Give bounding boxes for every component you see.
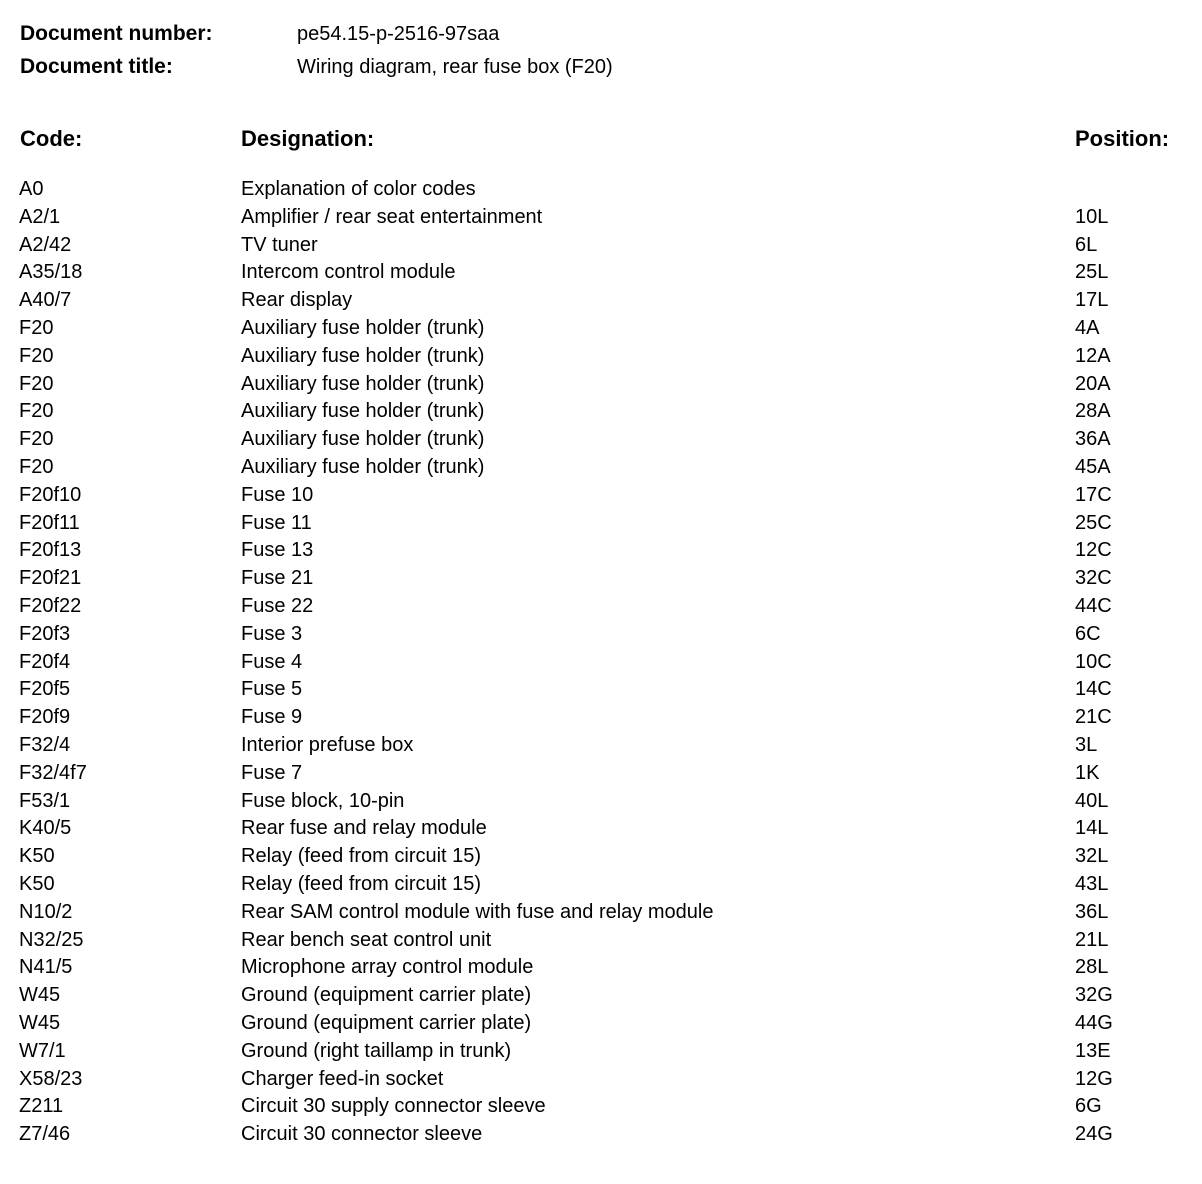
component-designation: Ground (equipment carrier plate) — [241, 1011, 532, 1034]
component-position: 12A — [1075, 344, 1111, 367]
table-row — [0, 371, 1202, 399]
component-code: F20f21 — [19, 567, 82, 590]
component-designation: Rear fuse and relay module — [241, 817, 487, 840]
component-designation: Fuse 21 — [241, 567, 314, 590]
component-position: 21L — [1075, 928, 1109, 951]
component-code: A40/7 — [19, 289, 72, 312]
component-code: A35/18 — [19, 261, 83, 284]
component-position: 32L — [1075, 845, 1109, 868]
component-position: 6C — [1075, 622, 1101, 645]
component-position: 6G — [1075, 1095, 1102, 1118]
component-code: K40/5 — [19, 817, 72, 840]
table-row — [0, 704, 1202, 732]
component-code: F20 — [19, 372, 54, 395]
component-code: F20f13 — [19, 539, 82, 562]
table-row — [0, 815, 1202, 843]
component-code: F20f9 — [19, 706, 71, 729]
component-code: A2/42 — [19, 233, 72, 256]
component-code: F32/4 — [19, 733, 71, 756]
component-code: F20 — [19, 455, 54, 478]
table-row — [0, 1093, 1202, 1121]
component-designation: Rear bench seat control unit — [241, 928, 492, 951]
document-number-value: pe54.15-p-2516-97saa — [297, 23, 500, 45]
component-designation: Fuse 9 — [241, 706, 303, 729]
position-column-header: Position: — [1075, 126, 1170, 151]
table-row — [0, 954, 1202, 982]
component-code: A0 — [19, 178, 44, 200]
table-row — [0, 843, 1202, 871]
table-row — [0, 1010, 1202, 1038]
component-code: F20f10 — [19, 483, 82, 506]
component-code: F20f22 — [19, 594, 82, 617]
component-code: K50 — [19, 872, 55, 895]
component-position: 28L — [1075, 956, 1109, 979]
component-designation: Auxiliary fuse holder (trunk) — [241, 372, 485, 395]
component-designation: Interior prefuse box — [241, 733, 414, 756]
component-position: 17C — [1075, 483, 1112, 506]
component-position: 21C — [1075, 706, 1112, 729]
component-designation: Fuse 7 — [241, 761, 303, 784]
component-position: 43L — [1075, 872, 1109, 895]
component-position: 12C — [1075, 539, 1112, 562]
table-row — [0, 1066, 1202, 1094]
component-position: 40L — [1075, 789, 1109, 812]
table-row — [0, 537, 1202, 565]
component-designation: Auxiliary fuse holder (trunk) — [241, 428, 485, 451]
component-code: W45 — [19, 1011, 61, 1034]
table-row — [0, 204, 1202, 232]
component-code: F20f11 — [19, 511, 80, 534]
component-designation: Charger feed-in socket — [241, 1067, 444, 1090]
component-designation: Explanation of color codes — [241, 178, 476, 200]
component-code: K50 — [19, 845, 55, 868]
table-row — [0, 259, 1202, 287]
component-position: 14L — [1075, 817, 1109, 840]
component-position: 28A — [1075, 400, 1111, 423]
component-code: X58/23 — [19, 1067, 83, 1090]
component-position: 6L — [1075, 233, 1098, 256]
component-code: N10/2 — [19, 900, 73, 923]
component-position: 10C — [1075, 650, 1112, 673]
table-row — [0, 232, 1202, 260]
component-designation: Fuse 5 — [241, 678, 303, 701]
component-code: Z211 — [19, 1095, 64, 1118]
component-code: Z7/46 — [19, 1123, 71, 1146]
component-designation: Fuse 3 — [241, 622, 303, 645]
component-code: W7/1 — [19, 1039, 66, 1062]
component-designation: Relay (feed from circuit 15) — [241, 872, 482, 895]
component-designation: Fuse 13 — [241, 539, 314, 562]
table-row — [0, 565, 1202, 593]
table-row — [0, 760, 1202, 788]
component-position: 12G — [1075, 1067, 1113, 1090]
component-designation: Amplifier / rear seat entertainment — [241, 205, 543, 228]
table-row — [0, 176, 1202, 204]
component-code: F32/4f7 — [19, 761, 87, 784]
table-row — [0, 1038, 1202, 1066]
component-designation: Rear SAM control module with fuse and relay module — [241, 900, 714, 923]
component-designation: Fuse 10 — [241, 483, 314, 506]
component-designation: Relay (feed from circuit 15) — [241, 845, 482, 868]
table-row — [0, 1121, 1202, 1149]
component-designation: Circuit 30 connector sleeve — [241, 1123, 483, 1146]
component-position: 20A — [1075, 372, 1111, 395]
component-code: F20 — [19, 344, 54, 367]
component-position: 10L — [1075, 205, 1109, 228]
component-designation: Intercom control module — [241, 261, 456, 284]
component-position: 25C — [1075, 511, 1112, 534]
table-row — [0, 788, 1202, 816]
table-row — [0, 482, 1202, 510]
component-position: 13E — [1075, 1039, 1111, 1062]
table-row — [0, 899, 1202, 927]
component-position: 3L — [1075, 733, 1098, 756]
table-row — [0, 982, 1202, 1010]
table-row — [0, 510, 1202, 538]
designation-column-header: Designation: — [241, 126, 375, 151]
table-row — [0, 676, 1202, 704]
table-row — [0, 454, 1202, 482]
component-designation: TV tuner — [241, 233, 318, 256]
component-code: F20 — [19, 316, 54, 339]
component-designation: Fuse 22 — [241, 594, 314, 617]
table-row — [0, 649, 1202, 677]
component-designation: Fuse 11 — [241, 511, 312, 534]
document-number-label: Document number: — [20, 22, 213, 45]
document-title-value: Wiring diagram, rear fuse box (F20) — [297, 56, 613, 78]
component-code: W45 — [19, 984, 61, 1007]
table-row — [0, 732, 1202, 760]
component-designation: Ground (equipment carrier plate) — [241, 984, 532, 1007]
table-row — [0, 927, 1202, 955]
component-designation: Microphone array control module — [241, 956, 534, 979]
table-row — [0, 621, 1202, 649]
component-code: F20f3 — [19, 622, 71, 645]
component-designation: Ground (right taillamp in trunk) — [241, 1039, 512, 1062]
component-designation: Auxiliary fuse holder (trunk) — [241, 316, 485, 339]
component-position: 45A — [1075, 455, 1111, 478]
table-row — [0, 593, 1202, 621]
table-row — [0, 315, 1202, 343]
component-designation: Fuse 4 — [241, 650, 303, 673]
component-code: N41/5 — [19, 956, 73, 979]
component-code: N32/25 — [19, 928, 84, 951]
component-position: 25L — [1075, 261, 1109, 284]
component-designation: Auxiliary fuse holder (trunk) — [241, 400, 485, 423]
component-position: 44G — [1075, 1011, 1113, 1034]
component-code: F53/1 — [19, 789, 71, 812]
component-table — [0, 176, 1202, 1149]
code-column-header: Code: — [20, 126, 83, 151]
component-code: F20f5 — [19, 678, 71, 701]
table-row — [0, 871, 1202, 899]
component-code: F20 — [19, 400, 54, 423]
component-designation: Rear display — [241, 289, 353, 312]
table-row — [0, 398, 1202, 426]
component-position: 17L — [1075, 289, 1109, 312]
component-position: 14C — [1075, 678, 1112, 701]
table-row — [0, 343, 1202, 371]
component-designation: Fuse block, 10-pin — [241, 789, 405, 812]
table-row — [0, 426, 1202, 454]
component-code: F20f4 — [19, 650, 71, 673]
component-position: 36L — [1075, 900, 1109, 923]
component-position: 4A — [1075, 316, 1100, 339]
component-position: 32G — [1075, 984, 1113, 1007]
component-position: 36A — [1075, 428, 1111, 451]
component-position: 24G — [1075, 1123, 1113, 1146]
component-designation: Auxiliary fuse holder (trunk) — [241, 344, 485, 367]
component-designation: Circuit 30 supply connector sleeve — [241, 1095, 546, 1118]
component-code: F20 — [19, 428, 54, 451]
component-position: 32C — [1075, 567, 1112, 590]
component-designation: Auxiliary fuse holder (trunk) — [241, 455, 485, 478]
component-code: A2/1 — [19, 205, 61, 228]
document-title-label: Document title: — [20, 55, 173, 78]
component-position: 44C — [1075, 594, 1112, 617]
component-position: 1K — [1075, 761, 1100, 784]
table-row — [0, 287, 1202, 315]
